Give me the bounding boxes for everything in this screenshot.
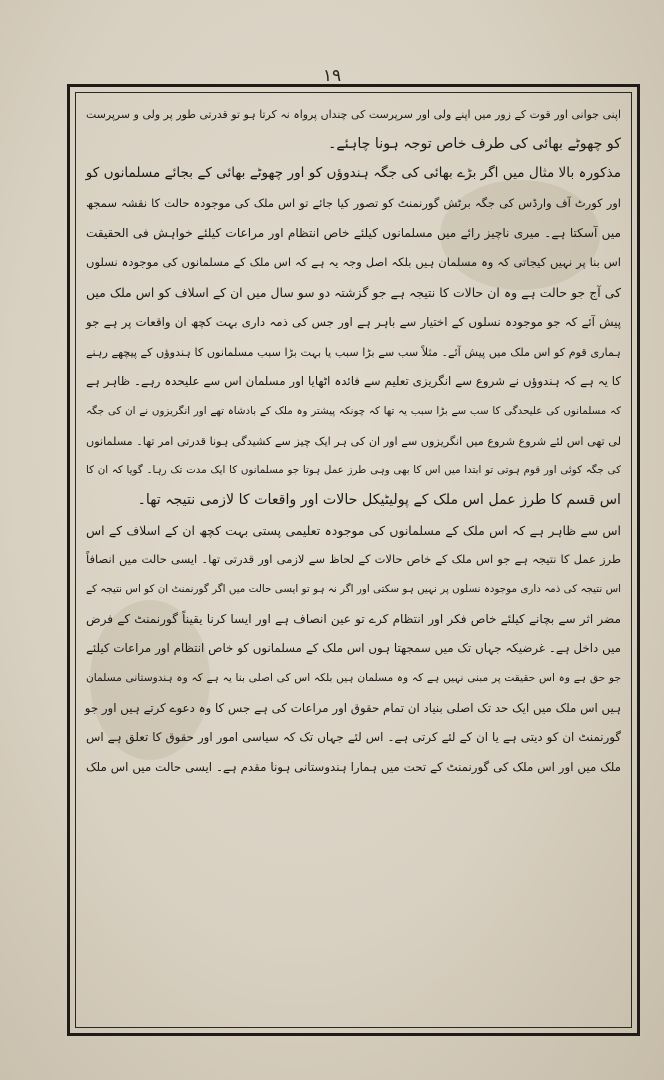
text-line: مضر اثر سے بچانے کیلئے خاص فکر اور انتظام کرے تو عین انصاف ہے اور ایسا کرنا یقیناً گورنمنٹ کے فرض <box>86 611 621 626</box>
text-line: پیش آئے کہ جو موجودہ نسلوں کے اختیار سے باہر ہے اور جس کی ذمہ داری بہت کچھ ان واقعات پر ہے جو <box>86 314 621 329</box>
text-line: اپنی جوانی اور قوت کے زور میں اپنے ولی اور سرپرست کی چنداں پرواہ نہ کرتا ہو تو قدرتی طور پر ولی و سرپرست <box>86 108 621 121</box>
text-line: اس سے ظاہر ہے کہ اس ملک کے مسلمانوں کی موجودہ تعلیمی پستی بہت کچھ ان کے اسلاف کے اس <box>86 522 621 538</box>
text-line: اور کورٹ آف وارڈس کی جگہ برٹش گورنمنٹ کو تصور کیا جائے تو اس ملک کی موجودہ حالت کا نقشہ سمجھ <box>86 196 621 211</box>
text-line: طرز عمل کا نتیجہ ہے جو اس ملک کے خاص حالات کے لحاظ سے لازمی اور قدرتی تھا۔ ایسی حالت میں انصافاً <box>86 552 621 567</box>
text-line: اس بنا پر نہیں کیجاتی کہ وہ مسلمان ہیں بلکہ اصل وجہ یہ ہے کہ اس ملک کے مسلمانوں کی موجودہ نسلوں <box>86 255 621 270</box>
text-line: جو حق ہے وہ اس حقیقت پر مبنی نہیں ہے کہ وہ مسلمان ہیں بلکہ اس کی اصلی بنا یہ ہے کہ وہ ہندوستانی مسلمان <box>86 672 621 685</box>
text-line: میں داخل ہے۔ غرضیکہ جہاں تک میں سمجھتا ہوں اس ملک کے مسلمانوں کو خاص انتظام اور مراعات کیلئے <box>86 641 621 656</box>
urdu-text-block <box>80 100 627 1020</box>
text-line: اس نتیجہ کی ذمہ داری موجودہ نسلوں پر نہیں ہو سکتی اور اگر نہ ہو تو ایسی حالت میں اگر گورنمنٹ ان کو اس نتیجہ کے <box>86 583 621 595</box>
text-line: میں آسکتا ہے۔ میری ناچیز رائے میں مسلمانوں کیلئے خاص انتظام اور مراعات کیلئے خواہش فی الحقیقت <box>86 225 621 240</box>
text-line: کو چھوٹے بھائی کی طرف خاص توجہ ہونا چاہئے۔ <box>328 135 621 152</box>
text-line: لی تھی اس لئے شروع شروع میں انگریزوں سے اور ان کی ہر ایک چیز سے کشیدگی ہونا قدرتی امر تھا۔ مسلمانوں <box>86 434 621 448</box>
text-line: کی جگہ کوئی اور قوم ہوتی تو ابتدا میں اس کا بھی وہی طرز عمل ہوتا جو مسلمانوں کا ایک مدت تک رہا۔ گویا کہ ان کا <box>86 464 621 477</box>
text-line: ملک میں اور اس ملک کی گورنمنٹ کے تحت میں ہمارا ہندوستانی ہونا مقدم ہے۔ ایسی حالت میں اس ملک <box>86 760 621 775</box>
text-line: گورنمنٹ ان کو دیتی ہے یا ان کے لئے کرتی ہے۔ اس لئے جہاں تک کہ سیاسی امور اور حقوق کا تعلق ہے اس <box>86 730 621 745</box>
text-line: کہ مسلمانوں کی علیحدگی کا سب سے بڑا سبب یہ تھا کہ چونکہ پیشتر وہ ملک کے بادشاہ تھے اور انگریزوں نے ان کی جگہ <box>86 404 621 417</box>
text-line: کی آج جو حالت ہے وہ ان حالات کا نتیجہ ہے جو گزشتہ دو سو سال میں ان کے اسلاف کو اس ملک میں <box>86 285 621 301</box>
text-line: کا یہ ہے کہ ہندوؤں نے شروع سے انگریزی تعلیم سے فائدہ اٹھایا اور مسلمان اس سے علیحدہ رہے۔ ظاہر ہے <box>86 374 621 389</box>
page-number: ۱۹ <box>322 66 342 86</box>
text-line: ہماری قوم کو اس ملک میں پیش آئے۔ مثلاً سب سے بڑا سبب یا بہت بڑا سبب مسلمانوں کا ہندوؤں کے پیچھے رہنے <box>86 345 621 359</box>
text-line: ہیں اس ملک میں ایک حد تک اصلی بنیاد ان تمام حقوق اور مراعات کی ہے جس کا وہ دعوے کرتے ہیں اور جو <box>84 700 621 715</box>
text-line: مذکورہ بالا مثال میں اگر بڑے بھائی کی جگہ ہندوؤں کو اور چھوٹے بھائی کے بجائے مسلمانوں کو <box>85 165 621 182</box>
text-line: اس قسم کا طرز عمل اس ملک کے پولیٹیکل حالات اور واقعات کا لازمی نتیجہ تھا۔ <box>137 491 621 508</box>
